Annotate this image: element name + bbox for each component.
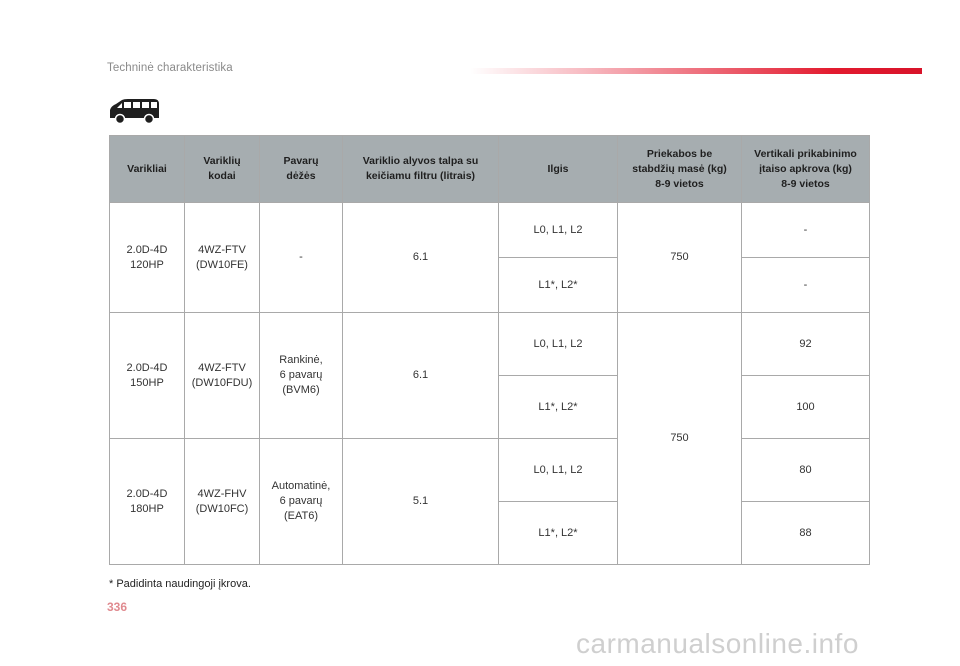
van-icon <box>107 96 161 126</box>
trailer-mass-cell: 750 <box>618 313 742 565</box>
gearbox-cell: Rankinė, 6 pavarų (BVM6) <box>260 313 343 439</box>
col-header-nose-weight: Vertikali prikabinimo įtaiso apkrova (kg) 8-9 vietos <box>742 136 870 203</box>
length-cell: L0, L1, L2 <box>499 203 618 258</box>
table-row <box>110 313 870 376</box>
col-header-gearboxes: Pavarų dėžės <box>260 136 343 203</box>
engine-cell: 2.0D-4D 180HP <box>110 439 185 565</box>
page-number: 336 <box>107 600 128 614</box>
engine-cell: 2.0D-4D 120HP <box>110 203 185 313</box>
col-header-oil-capacity: Variklio alyvos talpa su keičiamu filtru (litrais) <box>343 136 499 203</box>
nose-weight-cell: 100 <box>742 376 870 439</box>
header-accent-bar <box>470 68 922 74</box>
length-cell: L1*, L2* <box>499 258 618 313</box>
oil-capacity-cell: 6.1 <box>343 203 499 313</box>
nose-weight-cell: - <box>742 258 870 313</box>
length-cell: L1*, L2* <box>499 502 618 565</box>
length-cell: L0, L1, L2 <box>499 439 618 502</box>
nose-weight-cell: 92 <box>742 313 870 376</box>
oil-capacity-cell: 6.1 <box>343 313 499 439</box>
engine-code-cell: 4WZ-FHV (DW10FC) <box>185 439 260 565</box>
gearbox-cell: - <box>260 203 343 313</box>
trailer-mass-cell: 750 <box>618 203 742 313</box>
engine-cell: 2.0D-4D 150HP <box>110 313 185 439</box>
length-cell: L1*, L2* <box>499 376 618 439</box>
table-row <box>110 439 870 502</box>
nose-weight-cell: - <box>742 203 870 258</box>
col-header-engine-codes: Variklių kodai <box>185 136 260 203</box>
page-header-title: Techninė charakteristika <box>107 62 233 74</box>
col-header-length: Ilgis <box>499 136 618 203</box>
gearbox-cell: Automatinė, 6 pavarų (EAT6) <box>260 439 343 565</box>
oil-capacity-cell: 5.1 <box>343 439 499 565</box>
watermark: carmanualsonline.info <box>576 628 859 659</box>
col-header-unbraked-trailer-mass: Priekabos be stabdžių masė (kg) 8-9 vietos <box>618 136 742 203</box>
length-cell: L0, L1, L2 <box>499 313 618 376</box>
engine-spec-table <box>109 135 870 565</box>
table-row <box>110 203 870 258</box>
engine-code-cell: 4WZ-FTV (DW10FE) <box>185 203 260 313</box>
nose-weight-cell: 80 <box>742 439 870 502</box>
table-header-row <box>110 136 870 203</box>
engine-code-cell: 4WZ-FTV (DW10FDU) <box>185 313 260 439</box>
col-header-engines: Varikliai <box>110 136 185 203</box>
nose-weight-cell: 88 <box>742 502 870 565</box>
footnote: * Padidinta naudingoji įkrova. <box>109 578 251 590</box>
